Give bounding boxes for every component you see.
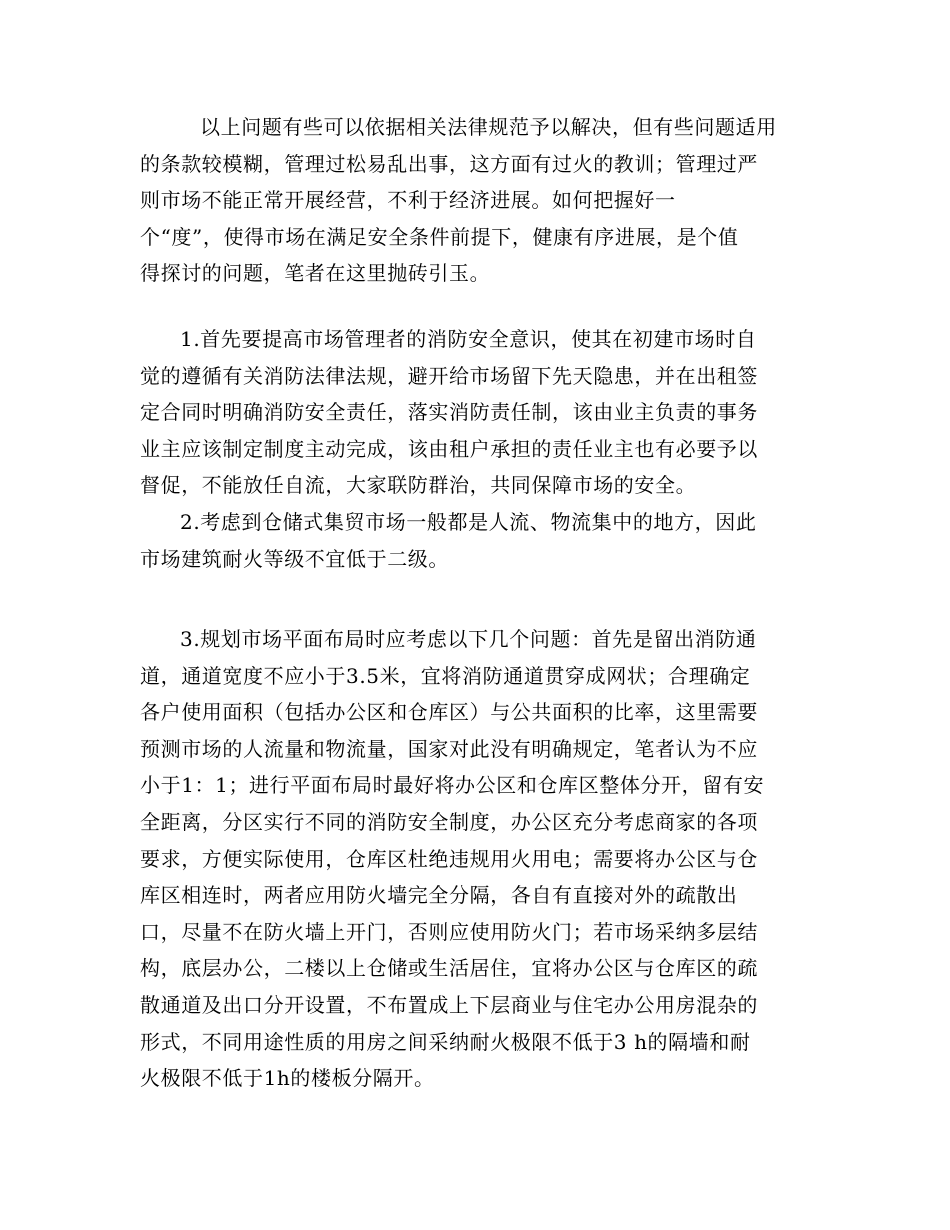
text-line: 构，底层办公，二楼以上仓储或生活居住，宜将办公区与仓库区的疏 xyxy=(140,956,758,981)
text-line: 1.首先要提高市场管理者的消防安全意识，使其在初建市场时自 xyxy=(180,327,757,351)
text-line: 则市场不能正常开展经营，不利于经济进展。如何把握好一 xyxy=(140,188,676,213)
text-line: 散通道及出口分开设置，不布置成上下层商业与住宅办公用房混杂的 xyxy=(140,993,758,1017)
text-line: 个“度”，使得市场在满足安全条件前提下，健康有序进展，是个值 xyxy=(140,224,739,249)
text-line: 预测市场的人流量和物流量，国家对此没有明确规定，笔者认为不应 xyxy=(140,736,758,761)
text-line: 库区相连时，两者应用防火墙完全分隔，各自有直接对外的疏散出 xyxy=(140,883,738,908)
text-line: 火极限不低于1h的楼板分隔开。 xyxy=(140,1066,435,1091)
text-line: 督促，不能放任自流，大家联防群治，共同保障市场的安全。 xyxy=(140,473,697,498)
text-line: 小于1：1；进行平面布局时最好将办公区和仓库区整体分开，留有安 xyxy=(140,773,765,798)
text-line: 道，通道宽度不应小于3.5米，宜将消防通道贯穿成网状；合理确定 xyxy=(140,663,751,688)
text-line: 口，尽量不在防火墙上开门，否则应使用防火门；若市场采纳多层结 xyxy=(140,919,758,944)
text-line: 得探讨的问题，笔者在这里抛砖引玉。 xyxy=(140,261,491,286)
text-line: 定合同时明确消防安全责任，落实消防责任制，该由业主负责的事务 xyxy=(140,400,758,425)
text-line: 2.考虑到仓储式集贸市场一般都是人流、物流集中的地方，因此 xyxy=(180,510,757,534)
text-line: 要求，方便实际使用，仓库区杜绝违规用火用电；需要将办公区与仓 xyxy=(140,846,758,871)
text-line: 各户使用面积（包括办公区和仓库区）与公共面积的比率，这里需要 xyxy=(140,700,758,725)
text-line: 的条款较模糊，管理过松易乱出事，这方面有过火的教训；管理过严 xyxy=(140,151,758,176)
text-line: 以上问题有些可以依据相关法律规范予以解决，但有些问题适用 xyxy=(200,115,777,139)
text-line: 形式，不同用途性质的用房之间采纳耐火极限不低于3 h的隔墙和耐 xyxy=(140,1029,751,1054)
text-line: 全距离，分区实行不同的消防安全制度，办公区充分考虑商家的各项 xyxy=(140,810,758,834)
text-line: 市场建筑耐火等级不宜低于二级。 xyxy=(140,546,449,571)
text-line: 3.规划市场平面布局时应考虑以下几个问题：首先是留出消防通 xyxy=(180,627,757,651)
text-line: 觉的遵循有关消防法律法规，避开给市场留下先天隐患，并在出租签 xyxy=(140,363,758,388)
text-line: 业主应该制定制度主动完成，该由租户承担的责任业主也有必要予以 xyxy=(140,436,758,461)
